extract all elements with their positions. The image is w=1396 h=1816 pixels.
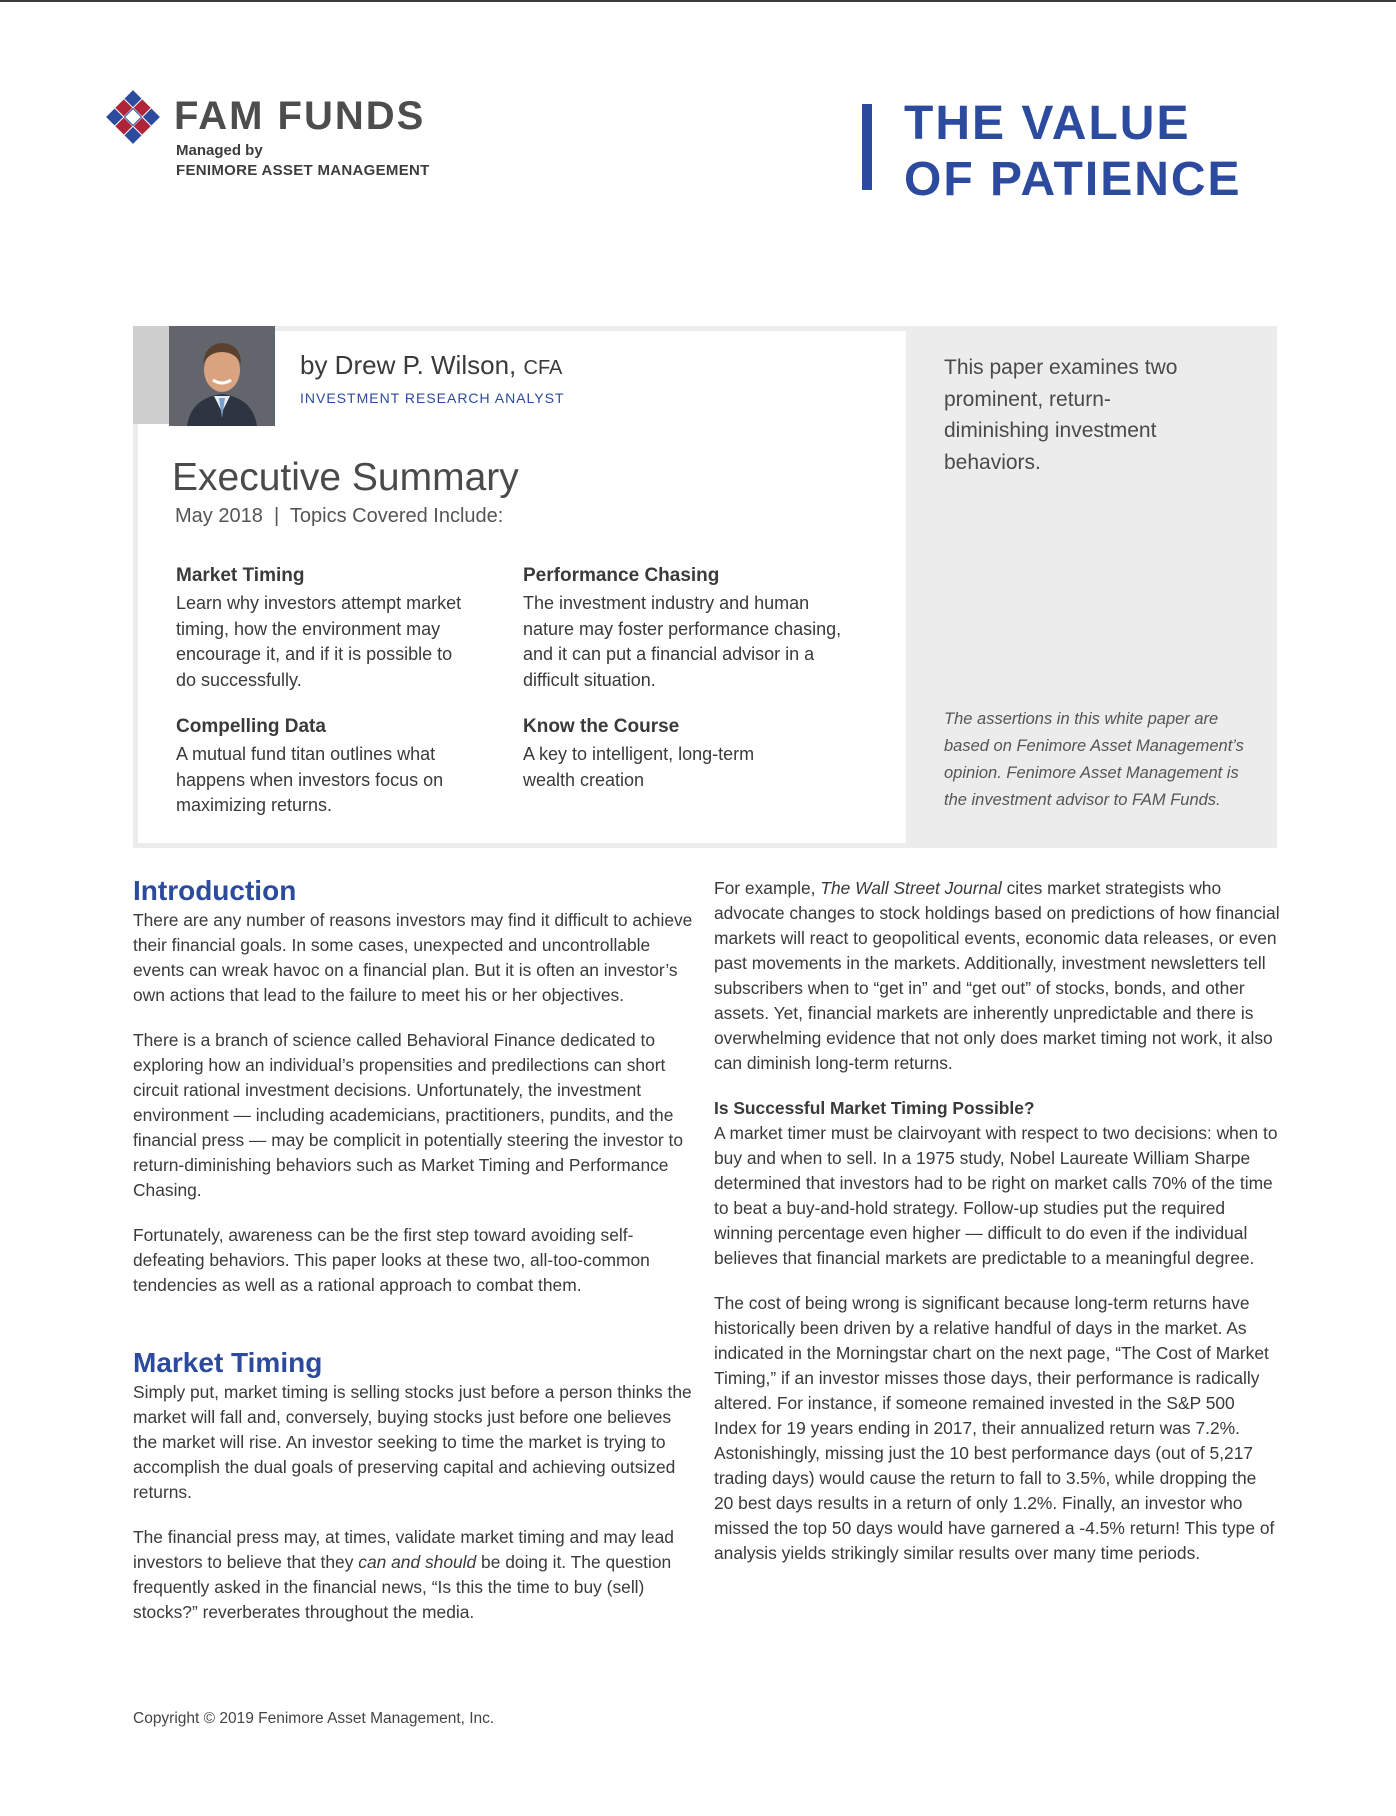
title-accent-bar bbox=[862, 104, 872, 190]
publication-title: The Wall Street Journal bbox=[820, 878, 1002, 898]
wsj-paragraph bbox=[714, 876, 1280, 1076]
brand-managed-by: Managed by bbox=[176, 142, 263, 159]
topic-title: Performance Chasing bbox=[523, 565, 720, 586]
panel-disclaimer: The assertions in this white paper are based on Fenimore Asset Management’s opinion. Fenimore Asset Management is the investment advisor to FAM Funds. bbox=[944, 710, 1244, 809]
paragraph-text: The financial press may, at times, validate market timing and may lead investors to believe that they bbox=[133, 1527, 674, 1572]
panel-accent bbox=[133, 326, 169, 424]
topic-text: A mutual fund titan outlines what happens when investors focus on maximizing returns. bbox=[176, 744, 444, 815]
author-credential: CFA bbox=[523, 357, 563, 379]
executive-summary-heading: Executive Summary bbox=[172, 456, 519, 499]
topic-title: Market Timing bbox=[176, 565, 305, 586]
successful-market-timing-heading: Is Successful Market Timing Possible? bbox=[714, 1098, 1035, 1118]
body-left-column bbox=[133, 874, 695, 1645]
introduction-paragraph-3: Fortunately, awareness can be the first step toward avoiding self-defeating behaviors. This paper looks at these two, all-too-common tendencies as well as a rational approach to combat them. bbox=[133, 1225, 650, 1295]
paragraph-text: For example, bbox=[714, 878, 821, 898]
fam-funds-logo bbox=[104, 88, 524, 188]
top-rule bbox=[0, 0, 1396, 2]
title-line-2: OF PATIENCE bbox=[904, 153, 1242, 206]
topic-title: Compelling Data bbox=[176, 716, 326, 737]
topic-text: Learn why investors attempt market timing, how the environment may encourage it, and if it is possible to do successfully. bbox=[176, 593, 462, 690]
clairvoyant-paragraph: A market timer must be clairvoyant with respect to two decisions: when to buy and when to sell. In a 1975 study, Nobel Laureate William Sharpe determined that investors had to be right on market calls 70% of the time to beat a buy-and-hold strategy. Follow-up studies put the required winning percentage even higher — difficult to do even if the individual believes that financial markets are predictable to a meaningful degree. bbox=[714, 1123, 1278, 1268]
title-line-1: THE VALUE bbox=[904, 97, 1191, 150]
topic-title: Know the Course bbox=[523, 716, 680, 737]
topic-market-timing bbox=[176, 565, 476, 693]
panel-side-text: This paper examines two prominent, return-diminishing investment behaviors. bbox=[944, 356, 1178, 474]
author-name bbox=[300, 350, 562, 381]
brand-name: FAM FUNDS bbox=[174, 94, 426, 138]
market-timing-paragraph-2 bbox=[133, 1525, 695, 1625]
author-role: INVESTMENT RESEARCH ANALYST bbox=[300, 390, 565, 406]
paragraph-text: cites market strategists who advocate changes to stock holdings based on predictions of how financial markets will react to geopolitical events, economic data releases, or even past movements in the markets. Additionally, investment newsletters tell subscribers when to “get in” and “get out” of stocks, bonds, and other assets. Yet, financial markets are inherently unpredictable and there is overwhelming evidence that not only does market timing not work, it also can diminish long-term returns. bbox=[714, 878, 1280, 1073]
topic-text: The investment industry and human nature may foster performance chasing, and it can put a financial advisor in a difficult situation. bbox=[523, 593, 842, 690]
introduction-paragraph-2: There is a branch of science called Behavioral Finance dedicated to exploring how an individual’s propensities and predilections can short circuit rational investment decisions. Unfortunately, the investment environment — including academicians, practitioners, pundits, and the financial press — may be complicit in potentially steering the investor to return-diminishing behaviors such as Market Timing and Performance Chasing. bbox=[133, 1030, 683, 1200]
paragraph-text: be doing it. The question frequently asked in the financial news, “Is this the time to buy (sell) stocks?” reverberates throughout the media. bbox=[133, 1552, 672, 1622]
fam-quilt-logo-icon bbox=[104, 88, 162, 146]
cost-of-being-wrong-paragraph: The cost of being wrong is significant because long-term returns have historically been driven by a relative handful of days in the market. As indicated in the Morningstar chart on the next page, “The Cost of Market Timing,” if an investor misses those days, their performance is radically altered. For instance, if someone remained invested in the S&P 500 Index for 19 years ending in 2017, their annualized return was 7.2%. Astonishingly, missing just the 10 best performance days (out of 5,217 trading days) would cause the return to fall to 3.5%, while dropping the 20 best days results in a return of only 1.2%. Finally, an investor who missed the top 50 days would have garnered a -4.5% return! This type of analysis yields strikingly similar results over many time periods. bbox=[714, 1293, 1275, 1563]
author-by-line: by Drew P. Wilson, bbox=[300, 350, 517, 380]
introduction-heading: Introduction bbox=[133, 875, 297, 906]
document-title bbox=[904, 96, 1242, 208]
introduction-paragraph-1: There are any number of reasons investors may find it difficult to achieve their financial goals. In some cases, unexpected and uncontrollable events can wreak havoc on a financial plan. But it is often an investor’s own actions that lead to the failure to meet his or her objectives. bbox=[133, 910, 693, 1005]
topic-know-the-course bbox=[523, 716, 793, 793]
author-photo bbox=[169, 326, 275, 426]
topic-compelling-data bbox=[176, 716, 476, 819]
author-portrait-icon bbox=[169, 326, 275, 426]
emphasis-text: can and should bbox=[358, 1552, 477, 1572]
topic-performance-chasing bbox=[523, 565, 863, 693]
copyright-footer: Copyright © 2019 Fenimore Asset Management, Inc. bbox=[133, 1710, 495, 1727]
market-timing-paragraph-1: Simply put, market timing is selling stocks just before a person thinks the market will fall and, conversely, buying stocks just before one believes the market will rise. An investor seeking to time the market is trying to accomplish the dual goals of preserving capital and achieving outsized returns. bbox=[133, 1382, 692, 1502]
topic-text: A key to intelligent, long-term wealth creation bbox=[523, 744, 755, 790]
market-timing-heading: Market Timing bbox=[133, 1347, 323, 1378]
body-right-column bbox=[714, 876, 1280, 1586]
executive-summary-subheading: May 2018 | Topics Covered Include: bbox=[175, 505, 504, 527]
brand-manager: FENIMORE ASSET MANAGEMENT bbox=[176, 162, 430, 179]
